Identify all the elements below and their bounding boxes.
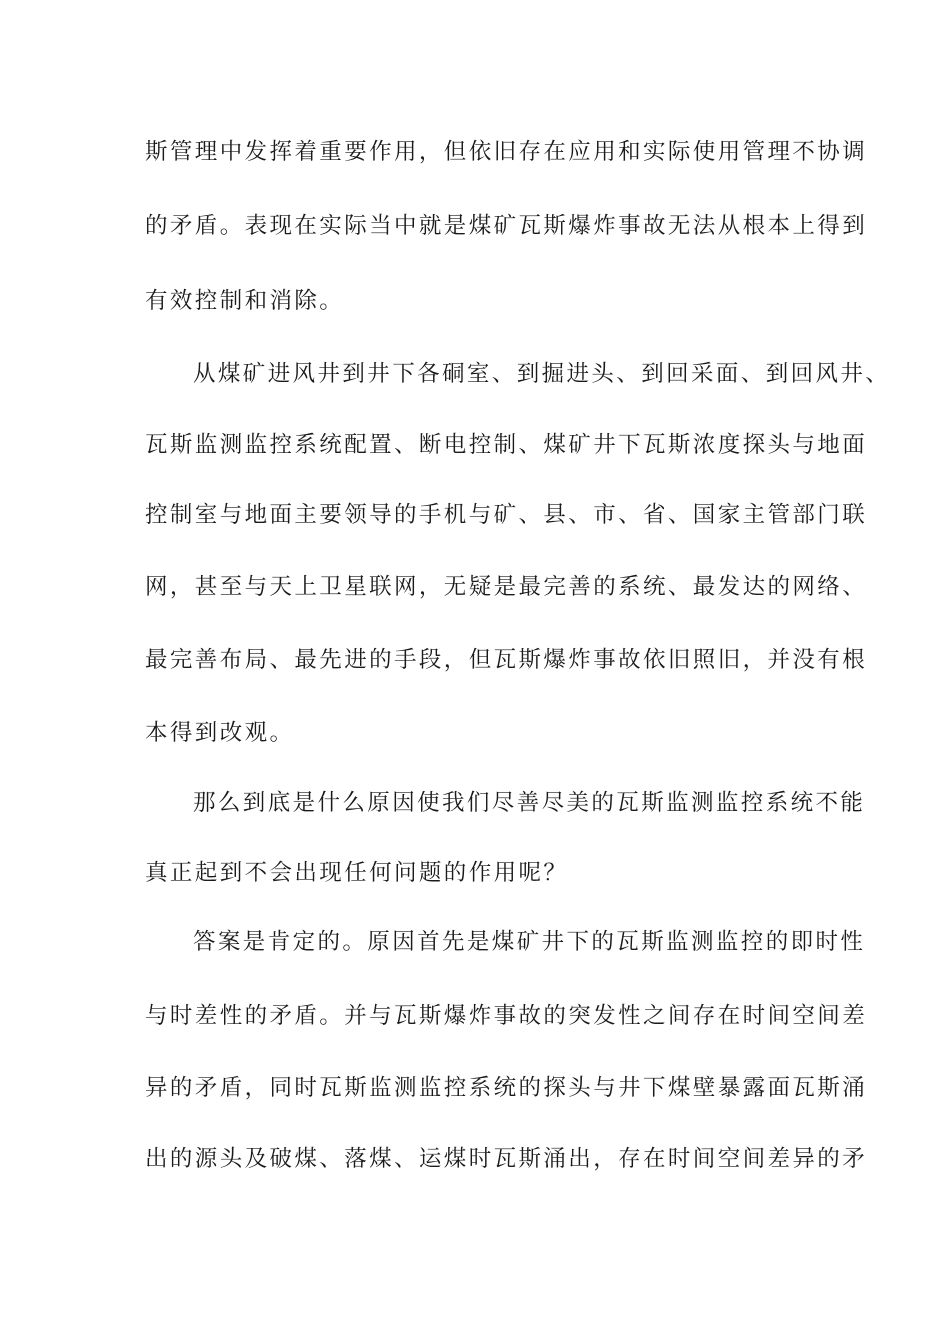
text-line-4: 从煤矿进风井到井下各硐室、到掘进头、到回采面、到回风井、 (193, 361, 891, 387)
text-line-2: 的矛盾。表现在实际当中就是煤矿瓦斯爆炸事故无法从根本上得到 (145, 213, 868, 239)
text-line-10: 那么到底是什么原因使我们尽善尽美的瓦斯监测监控系统不能 (193, 790, 866, 816)
text-line-7: 网，甚至与天上卫星联网，无疑是最完善的系统、最发达的网络、 (145, 574, 868, 600)
text-line-12: 答案是肯定的。原因首先是煤矿井下的瓦斯监测监控的即时性 (193, 929, 866, 955)
text-line-6: 控制室与地面主要领导的手机与矿、县、市、省、国家主管部门联 (145, 502, 868, 528)
text-line-13: 与时差性的矛盾。并与瓦斯爆炸事故的突发性之间存在时间空间差 (145, 1003, 868, 1029)
text-line-11: 真正起到不会出现任何问题的作用呢？ (145, 860, 569, 886)
text-line-14: 异的矛盾，同时瓦斯监测监控系统的探头与井下煤壁暴露面瓦斯涌 (145, 1075, 868, 1101)
text-line-3: 有效控制和消除。 (145, 288, 345, 314)
text-line-1: 斯管理中发挥着重要作用，但依旧存在应用和实际使用管理不协调 (145, 139, 868, 165)
text-line-15: 出的源头及破煤、落煤、运煤时瓦斯涌出，存在时间空间差异的矛 (145, 1146, 868, 1172)
text-line-5: 瓦斯监测监控系统配置、断电控制、煤矿井下瓦斯浓度探头与地面 (145, 432, 868, 458)
text-line-8: 最完善布局、最先进的手段，但瓦斯爆炸事故依旧照旧，并没有根 (145, 647, 868, 673)
text-line-9: 本得到改观。 (145, 720, 295, 746)
